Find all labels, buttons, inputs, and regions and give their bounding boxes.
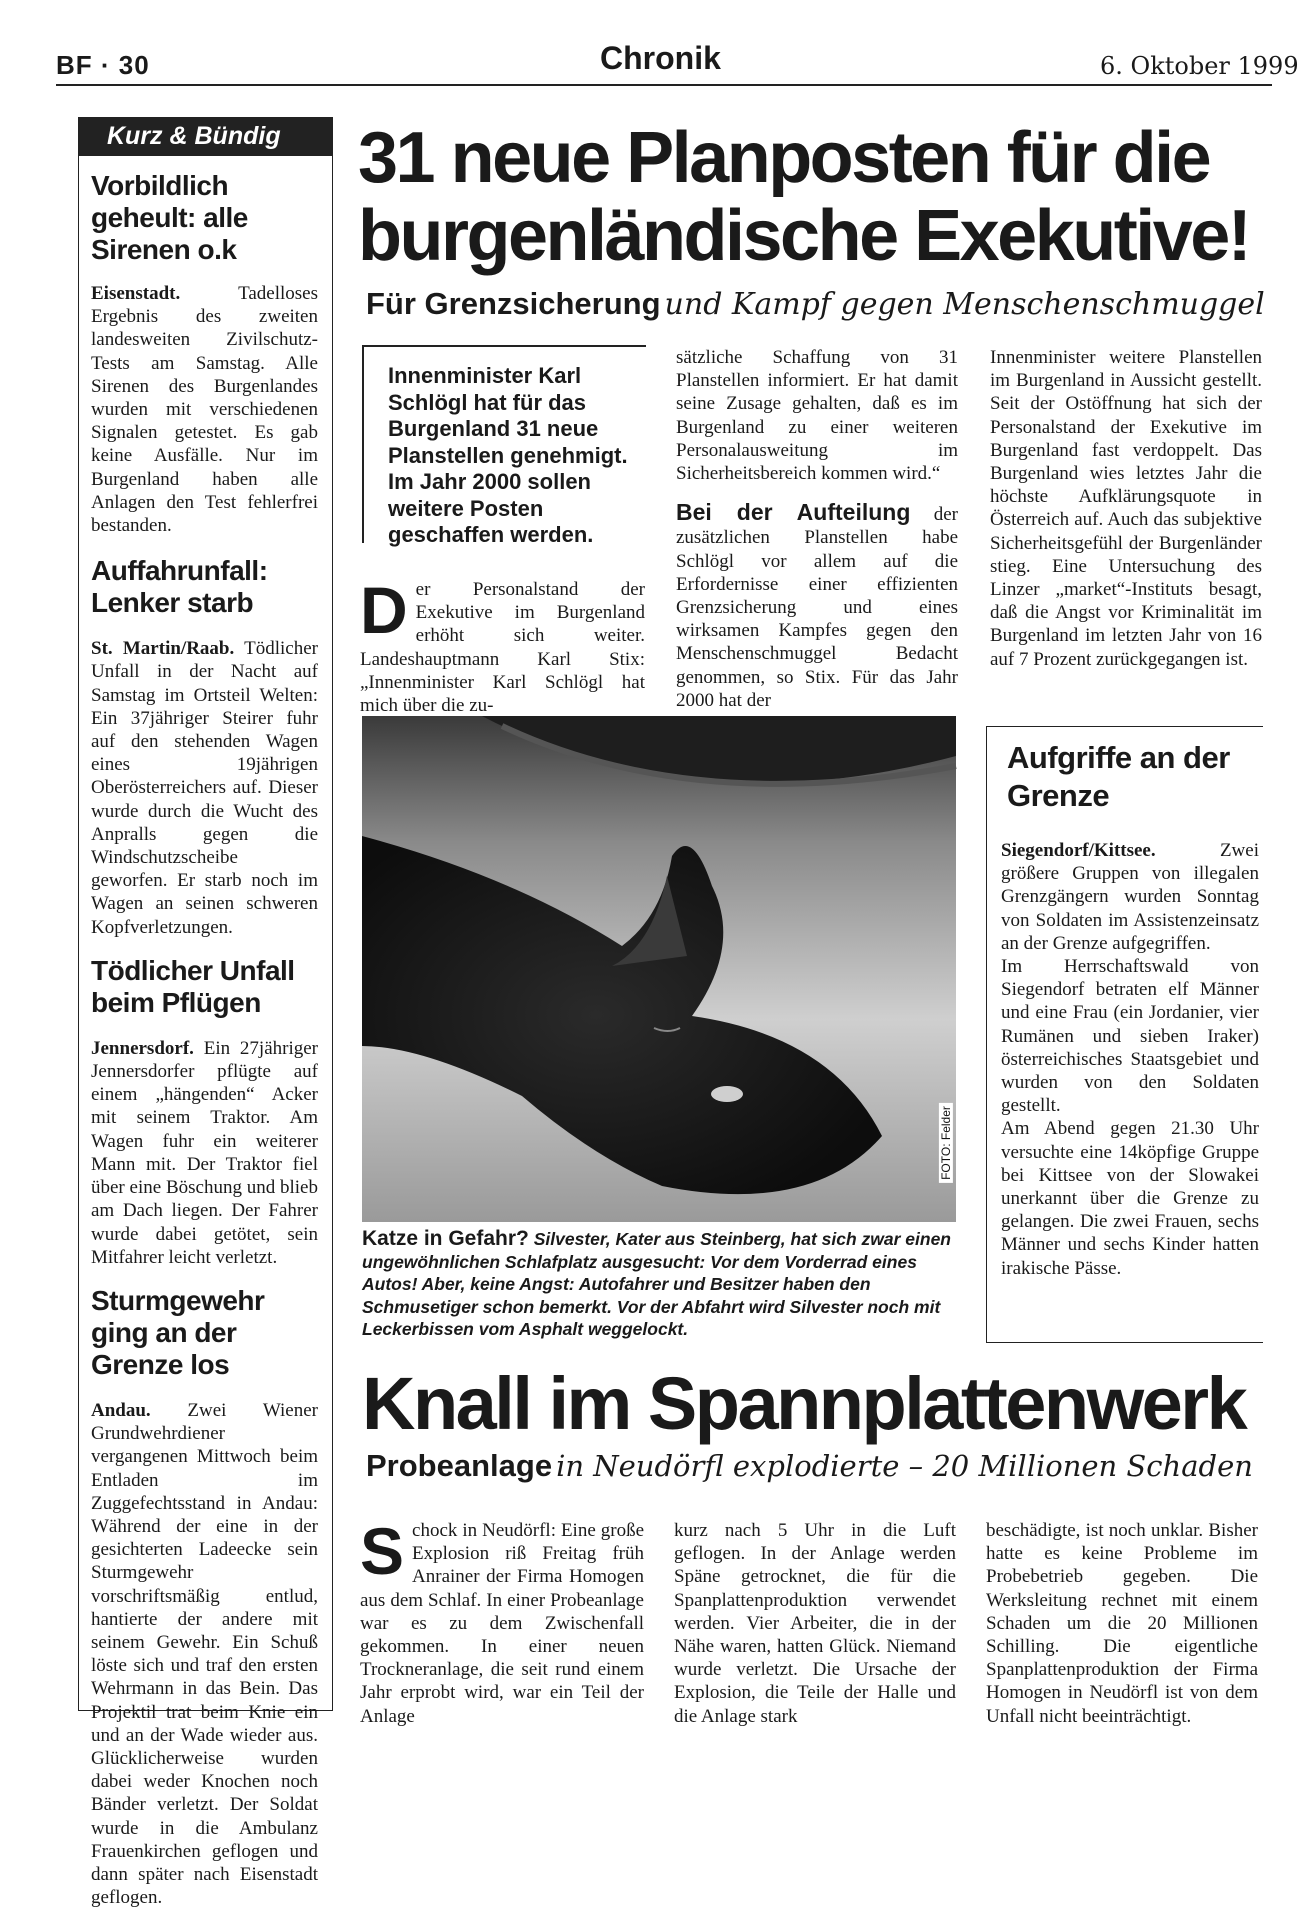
article2-col1 bbox=[360, 1514, 644, 1728]
headline-2: burgenländische Exekutive! bbox=[358, 196, 1250, 276]
sidebar-text bbox=[91, 282, 318, 537]
sidebar-body: Tödlicher Unfall in der Nacht auf Samstag im Ortsteil Welten: Ein 37jähriger Steirer fuhr auf den stehenden Wagen eines 19jährigen Oberösterreichers auf. Dieser wurde durch die Wucht des Anpralls gegen die Windschutzscheibe geworfen. Er starb noch im Wagen an seinen schweren Kopfverletzungen. bbox=[91, 638, 318, 938]
photo-caption bbox=[362, 1228, 956, 1341]
sidebar-place: Jennersdorf. bbox=[91, 1037, 194, 1059]
article1-col2 bbox=[676, 346, 958, 712]
news-box bbox=[986, 726, 1263, 1343]
teaser: Innenminister Karl Schlögl hat für das Burgenland 31 neue Planstellen genehmigt. Im Jahr 2000 sollen weitere Posten geschaffen werden. bbox=[388, 363, 628, 547]
header-rule bbox=[56, 84, 1272, 86]
article1-col1-text: er Personalstand der Exekutive im Burgenland erhöht sich weiter. Landeshauptmann Karl Stix: „Innenminister Karl Schlögl hat mich über die zu- bbox=[360, 579, 645, 717]
article1-col1 bbox=[360, 573, 645, 717]
cat-photo-image bbox=[362, 716, 956, 1222]
sidebar-body: Zwei Wiener Grundwehrdiener vergangenen Mittwoch beim Entladen im Zuggefechtsstand in Andau: Während der eine in der gesichterten Ladeecke sein Sturmgewehr vorschriftsmäßig entlud, hantierte der andere mit seinem Gewehr. Ein Schuß löste sich und traf den ersten Wehrmann in das Bein. Das Projektil trat beim Knie ein und an der Wade wieder aus. Glücklicherweise wurden dabei weder Knochen noch Bänder verletzt. Der Soldat wurde in die Ambulanz Frauenkirchen geflogen und dann später nach Eisenstadt geflogen. bbox=[91, 1399, 319, 1909]
page-number: BF · 30 bbox=[56, 50, 150, 80]
box-place: Siegendorf/Kittsee. bbox=[1001, 840, 1156, 861]
sidebar-heading: Auffahrunfall: Lenker starb bbox=[91, 555, 268, 619]
box-text: Am Abend gegen 21.30 Uhr versuchte eine 14köpfige Gruppe bei Kittsee von der Slowakei unerkannt über die Grenze zu gelangen. Die zwei Frauen, sechs Männer und sechs Kinder hatten irakische Pässe. bbox=[1001, 1118, 1259, 1279]
subhead-italic: und Kampf gegen Menschenschmuggel bbox=[664, 287, 1265, 322]
article2-col1-text: chock in Neudörfl: Eine große Explosion riß Freitag früh Anrainer der Firma Homogen aus dem Schlaf. In einer Probeanlage war es zu dem Zwischenfall gekommen. In einer neuen Trockneranlage, die seit rund einem Jahr erprobt wird, war ein Teil der Anlage bbox=[360, 1520, 644, 1727]
headline-1: 31 neue Planposten für die bbox=[358, 118, 1210, 198]
article1-col2-body: der zusätzlichen Planstellen habe Schlögl vor allem auf die Erfordernisse einer effizienten Grenzsicherung und eines wirksamen Kampfes gegen den Menschenschmuggel Bedacht genommen, so Stix. Für das Jahr 2000 hat der bbox=[676, 504, 958, 711]
sidebar-place: Andau. bbox=[91, 1399, 151, 1421]
article2-col2: kurz nach 5 Uhr in die Luft geflogen. In der Anlage werden Späne getrocknet, die für die Spanplattenproduktion verwendet werden. Vier Arbeiter, die in der Nähe waren, hatten Glück. Niemand wurde verletzt. Die Ursache der Explosion, die Teile der Halle und die Anlage stark bbox=[674, 1520, 956, 1727]
teaser-rule-top bbox=[362, 345, 646, 347]
headline-article2: Knall im Spannplattenwerk bbox=[362, 1362, 1246, 1445]
cat-photo bbox=[362, 716, 956, 1222]
subheadline bbox=[366, 286, 1265, 322]
article2-col3: beschädigte, ist noch unklar. Bisher hatte es keine Probleme im Probebetrieb gegeben. Die Werksleitung rechnet mit einem Schaden um die 20 Millionen Schilling. Die eigentliche Spanplattenproduktion der Firma Homogen in Neudörfl ist von dem Unfall nicht beeinträchtigt. bbox=[986, 1520, 1258, 1727]
subhead-bold: Probeanlage bbox=[366, 1448, 553, 1483]
subhead-bold: Für Grenzsicherung bbox=[366, 286, 661, 321]
subheadline-article2 bbox=[366, 1448, 1253, 1484]
sidebar-box bbox=[78, 117, 333, 1909]
article1-col2-text: sätzliche Schaffung von 31 Planstellen informiert. Er hat damit seine Zusage gehalten, daß es im Burgenland zu einer weiteren Personalausweitung im Sicherheitsbereich kommen wird.“ bbox=[676, 347, 958, 485]
teaser-rule-left bbox=[362, 345, 364, 543]
subhead-italic: in Neudörfl explodierte – 20 Millionen Schaden bbox=[556, 1449, 1253, 1483]
sidebar-text bbox=[91, 637, 318, 939]
dropcap: D bbox=[360, 573, 408, 647]
sidebar-body: Ein 27jähriger Jennersdorfer pflügte auf einem „hängenden“ Acker mit seinem Traktor. Am Wagen fuhr ein weiterer Mann mit. Der Traktor fiel über eine Böschung und blieb am Dach liegen. Der Fahrer wurde dabei getötet, sein Mitfahrer leicht verletzt. bbox=[91, 1037, 318, 1268]
article1-col2-text bbox=[676, 501, 958, 712]
inline-lead: Bei der Aufteilung bbox=[676, 499, 911, 526]
article1-col3: Innenminister weitere Planstellen im Burgenland in Aussicht gestellt. Seit der Ostöffnung hat sich der Personalstand der Exekutive im Burgenland fast verdoppelt. Das Burgenland wies letztes Jahr die höchste Aufklärungsquote in Österreich auf. Auch das subjektive Sicherheitsgefühl der Burgenländer stieg. Eine Untersuchung des Linzer „market“-Instituts besagt, daß die Angst vor Kriminalität im Burgenland im letzten Jahr von 16 auf 7 Prozent zurückgegangen ist. bbox=[990, 347, 1262, 670]
caption-text: Silvester, Kater aus Steinberg, hat sich zwar einen ungewöhnlichen Schlafplatz ausgesucht: Vor dem Vorderrad eines Autos! Aber, keine Angst: Autofahrer und Besitzer haben den Schmusetiger schon bemerkt. Vor der Abfahrt wird Silvester noch mit Leckerbissen vom Asphalt weggelockt. bbox=[362, 1229, 951, 1339]
photo-credit: FOTO: Felder bbox=[939, 1103, 953, 1183]
dropcap: S bbox=[360, 1514, 405, 1588]
sidebar-heading: Vorbildlich geheult: alle Sirenen o.k bbox=[91, 170, 248, 265]
box-text: Im Herrschaftswald von Siegendorf betraten elf Männer und eine Frau (ein Jordanier, vier Rumänen und sieben Iraker) österreichisches Staatsgebiet und wurden von den Soldaten gestellt. bbox=[1001, 956, 1259, 1117]
sidebar-heading: Tödlicher Unfall beim Pflügen bbox=[91, 954, 295, 1018]
issue-date: 6. Oktober 1999 bbox=[1100, 52, 1299, 80]
sidebar-body: Tadelloses Ergebnis des zweiten landesweiten Zivilschutz-Tests am Samstag. Alle Sirenen des Burgenlandes wurden mit verschiedenen Signalen getestet. Es gab keine Ausfälle. Nur im Burgenland haben alle Anlagen den Test fehlerfrei bestanden. bbox=[91, 283, 318, 537]
sidebar-place: St. Martin/Raab. bbox=[91, 638, 235, 660]
sidebar-text bbox=[91, 1037, 318, 1269]
box-text bbox=[1001, 839, 1259, 955]
sidebar-text bbox=[91, 1399, 318, 1909]
section-title: Chronik bbox=[600, 40, 721, 76]
caption-lead: Katze in Gefahr? bbox=[362, 1227, 529, 1250]
box-heading: Aufgriffe an der Grenze bbox=[1007, 740, 1230, 813]
box-body: Zwei größere Gruppen von illegalen Grenzgängern wurden Sonntag von Soldaten im Assistenzeinsatz an der Grenze aufgegriffen. bbox=[1001, 840, 1259, 954]
sidebar-title: Kurz & Bündig bbox=[107, 122, 281, 150]
sidebar-place: Eisenstadt. bbox=[91, 283, 181, 304]
sidebar-title-bar bbox=[79, 118, 332, 156]
sidebar-heading: Sturmgewehr ging an der Grenze los bbox=[91, 1284, 265, 1380]
